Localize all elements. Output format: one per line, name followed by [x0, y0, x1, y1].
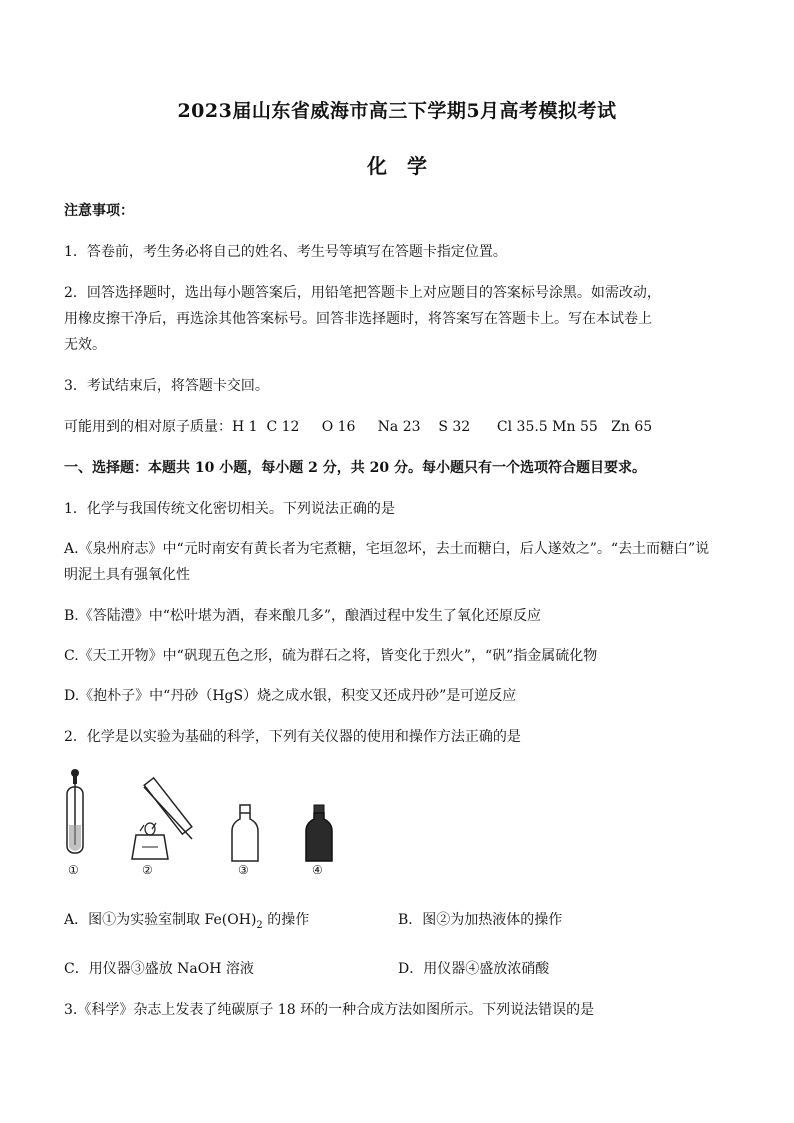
notice-item-2-line-3: 无效。 — [64, 337, 106, 353]
figure-label-2: ② — [142, 863, 153, 877]
atomic-masses: 可能用到的相对原子质量：H 1 C 12 O 16 Na 23 S 32 Cl 35.5 Mn 55 Zn 65 — [64, 419, 653, 435]
q1-option-b: B.《答陆澧》中“松叶堪为酒，春来酿几多”，酿酒过程中发生了氧化还原反应 — [64, 608, 542, 624]
q2-stem: 2．化学是以实验为基础的科学，下列有关仪器的使用和操作方法正确的是 — [64, 729, 521, 745]
q2-option-a-suffix: 的操作 — [262, 912, 310, 928]
q2-option-c: C．用仪器③盛放 NaOH 溶液 — [64, 961, 254, 977]
heating-setup-figure — [122, 767, 212, 867]
brown-bottle-figure — [304, 803, 334, 865]
q3-stem: 3.《科学》杂志上发表了纯碳原子 18 环的一种合成方法如图所示。下列说法错误的是 — [64, 1002, 595, 1018]
q1-option-a-line-2: 明泥土具有强氧化性 — [64, 567, 190, 583]
q1-stem: 1．化学与我国传统文化密切相关。下列说法正确的是 — [64, 501, 395, 517]
notice-item-3: 3．考试结束后，将答题卡交回。 — [64, 378, 269, 394]
figure-label-3: ③ — [238, 863, 249, 877]
exam-title: 2023届山东省威海市高三下学期5月高考模拟考试 — [177, 100, 617, 122]
q2-option-d: D．用仪器④盛放浓硝酸 — [398, 961, 550, 977]
section-1-heading: 一、选择题：本题共 10 小题，每小题 2 分，共 20 分。每小题只有一个选项符合题目要求。 — [64, 460, 646, 476]
figure-label-1: ① — [68, 863, 79, 877]
q1-option-a-line-1: A.《泉州府志》中“元时南安有黄长者为宅煮糖，宅垣忽坏，去土而糖白，后人遂效之”。“去土而糖白”说 — [64, 541, 710, 557]
clear-bottle-figure — [230, 803, 260, 865]
q2-option-a-prefix: A．图①为实验室制取 Fe — [64, 912, 222, 928]
notice-heading: 注意事项： — [64, 203, 134, 219]
q2-option-a-subscript: 2 — [256, 919, 263, 931]
q1-option-c: C.《天工开物》中“矾现五色之形，硫为群石之将，皆变化于烈火”，“矾”指金属硫化物 — [64, 648, 598, 664]
q2-option-a — [64, 907, 384, 939]
notice-item-2-line-1: 2．回答选择题时，选出每小题答案后，用铅笔把答题卡上对应题目的答案标号涂黑。如需改动， — [64, 285, 661, 301]
test-tube-dropper-figure — [60, 765, 90, 870]
subject-title: 化 学 — [367, 154, 427, 178]
q2-option-b: B．图②为加热液体的操作 — [398, 912, 563, 928]
notice-item-2-line-2: 用橡皮擦干净后，再选涂其他答案标号。回答非选择题时，将答案写在答题卡上。写在本试卷上 — [64, 311, 652, 327]
figure-label-4: ④ — [312, 863, 323, 877]
q1-option-d: D.《抱朴子》中“丹砂（HgS）烧之成水银，积变又还成丹砂”是可逆反应 — [64, 688, 517, 704]
q2-apparatus-figures — [60, 765, 350, 883]
q2-option-a-formula: (OH) — [221, 912, 257, 928]
notice-item-1: 1．答卷前，考生务必将自己的姓名、考生号等填写在答题卡指定位置。 — [64, 244, 507, 260]
